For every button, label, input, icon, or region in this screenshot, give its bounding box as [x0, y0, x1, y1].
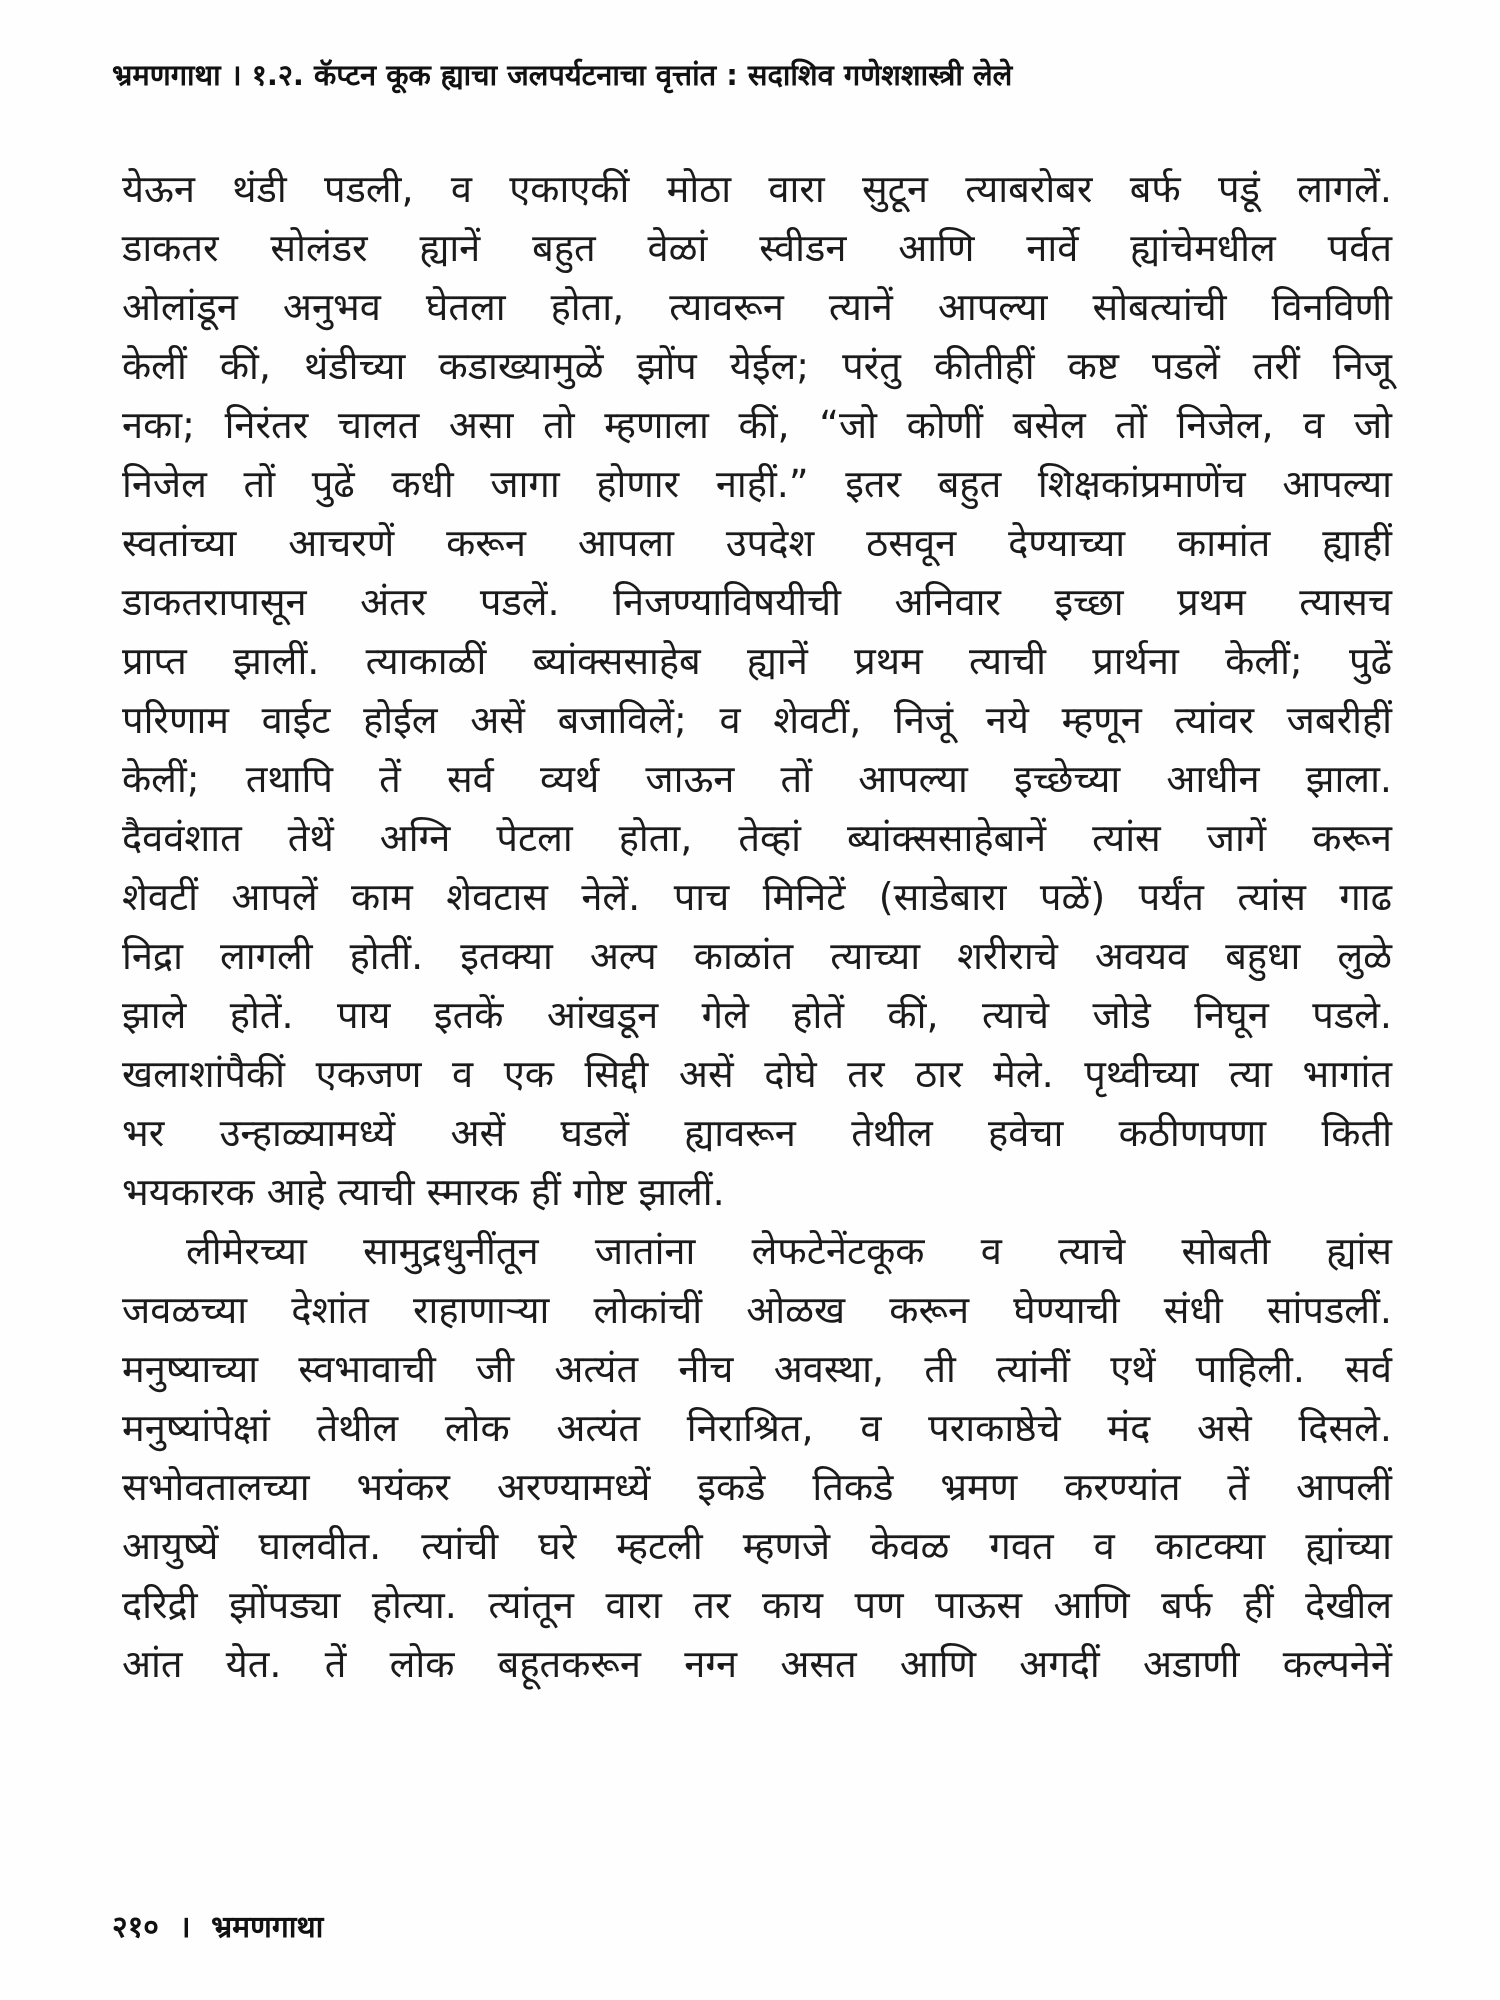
body-text — [122, 160, 1392, 1694]
text-line: भयकारक आहे त्याची स्मारक हीं गोष्ट झालीं. — [122, 1170, 725, 1214]
footer-book-title: भ्रमणगाथा — [211, 1910, 324, 1945]
text-line: येऊन थंडी पडली, व एकाएकीं मोठा वारा सुटून त्याबरोबर बर्फ पडूं लागलें. — [122, 167, 1392, 211]
page-footer — [112, 1905, 323, 1946]
text-line: ओलांडून अनुभव घेतला होता, त्यावरून त्यानें आपल्या सोबत्यांची विनविणी — [122, 285, 1392, 329]
text-line: नका; निरंतर चालत असा तो म्हणाला कीं, “जो कोणीं बसेल तों निजेल, व जो — [122, 403, 1392, 447]
text-line: केलीं; तथापि तें सर्व व्यर्थ जाऊन तों आपल्या इच्छेच्या आधीन झाला. — [122, 757, 1392, 801]
text-line: शेवटीं आपलें काम शेवटास नेलें. पाच मिनिटें (साडेबारा पळें) पर्यंत त्यांस गाढ — [122, 875, 1392, 919]
text-line: निद्रा लागली होतीं. इतक्या अल्प काळांत त्याच्या शरीराचे अवयव बहुधा लुळे — [122, 934, 1392, 978]
text-line: आयुष्यें घालवीत. त्यांची घरे म्हटली म्हणजे केवळ गवत व काटक्या ह्यांच्या — [122, 1524, 1392, 1568]
text-line: दैववंशात तेथें अग्नि पेटला होता, तेव्हां ब्यांक्ससाहेबानें त्यांस जागें करून — [122, 816, 1392, 860]
page-number: २१० — [112, 1910, 159, 1945]
text-line: आंत येत. तें लोक बहूतकरून नग्न असत आणि अगदीं अडाणी कल्पनेनें — [122, 1642, 1392, 1686]
text-line: परिणाम वाईट होईल असें बजाविलें; व शेवटीं, निजूं नये म्हणून त्यांवर जबरीहीं — [122, 698, 1392, 742]
text-line: डाकतर सोलंडर ह्यानें बहुत वेळां स्वीडन आणि नार्वे ह्यांचेमधील पर्वत — [122, 226, 1392, 270]
text-line: निजेल तों पुढें कधी जागा होणार नाहीं.” इतर बहुत शिक्षकांप्रमाणेंच आपल्या — [122, 462, 1392, 506]
text-line: मनुष्याच्या स्वभावाची जी अत्यंत नीच अवस्था, ती त्यांनीं एथें पाहिली. सर्व — [122, 1347, 1392, 1391]
text-line: सभोवतालच्या भयंकर अरण्यामध्यें इकडे तिकडे भ्रमण करण्यांत तें आपलीं — [122, 1465, 1392, 1509]
footer-separator: । — [179, 1910, 191, 1945]
paragraph-2 — [122, 1222, 1392, 1694]
text-line: लीमेरच्या सामुद्रधुनींतून जातांना लेफटेनेंटकूक व त्याचे सोबती ह्यांस — [186, 1229, 1392, 1273]
text-line: दरिद्री झोंपड्या होत्या. त्यांतून वारा तर काय पण पाऊस आणि बर्फ हीं देखील — [122, 1583, 1392, 1627]
text-line: खलाशांपैकीं एकजण व एक सिद्दी असें दोघे तर ठार मेले. पृथ्वीच्या त्या भागांत — [122, 1052, 1392, 1096]
text-line: प्राप्त झालीं. त्याकाळीं ब्यांक्ससाहेब ह्यानें प्रथम त्याची प्रार्थना केलीं; पुढें — [122, 639, 1392, 683]
text-line: जवळच्या देशांत राहाणाऱ्या लोकांचीं ओळख करून घेण्याची संधी सांपडलीं. — [122, 1288, 1392, 1332]
text-line: केलीं कीं, थंडीच्या कडाख्यामुळें झोंप येईल; परंतु कीतीहीं कष्ट पडलें तरीं निजू — [122, 344, 1392, 388]
text-line: डाकतरापासून अंतर पडलें. निजण्याविषयीची अनिवार इच्छा प्रथम त्यासच — [122, 580, 1392, 624]
text-line: मनुष्यांपेक्षां तेथील लोक अत्यंत निराश्रित, व पराकाष्ठेचे मंद असे दिसले. — [122, 1406, 1392, 1450]
running-header: भ्रमणगाथा । १.२. कॅप्टन कूक ह्याचा जलपर्यटनाचा वृत्तांत : सदाशिव गणेशशास्त्री लेले — [112, 58, 1013, 92]
text-line: भर उन्हाळ्यामध्यें असें घडलें ह्यावरून तेथील हवेचा कठीणपणा किती — [122, 1111, 1392, 1155]
text-line: स्वतांच्या आचरणें करून आपला उपदेश ठसवून देण्याच्या कामांत ह्याहीं — [122, 521, 1392, 565]
text-line: झाले होतें. पाय इतकें आंखडून गेले होतें कीं, त्याचे जोडे निघून पडले. — [122, 993, 1392, 1037]
paragraph-1 — [122, 160, 1392, 1222]
